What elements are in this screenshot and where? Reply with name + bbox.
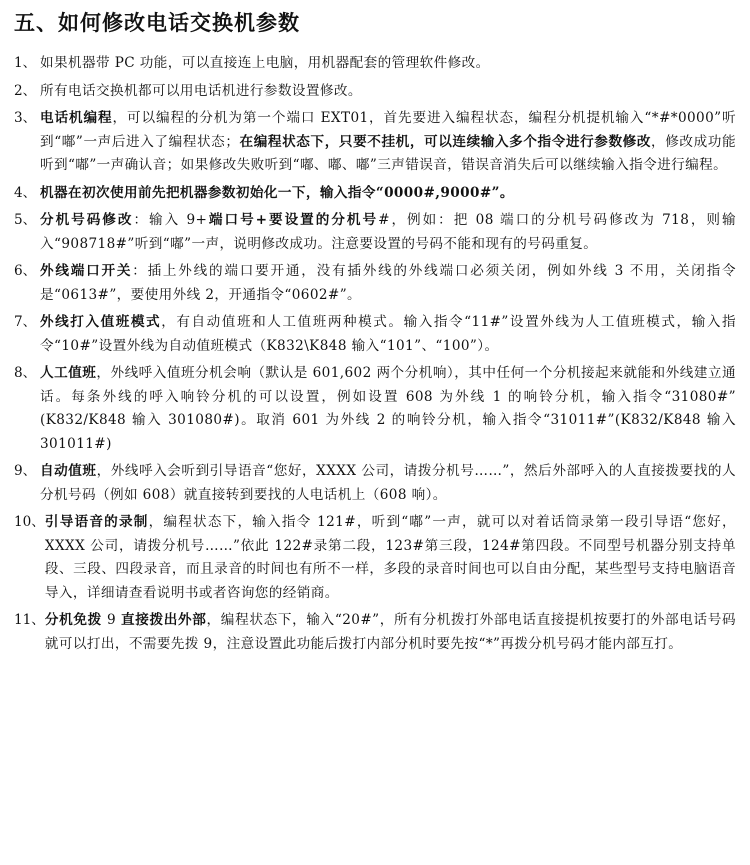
item-number: 1、 — [14, 55, 37, 71]
item-text — [45, 609, 736, 656]
text-run: ：插上外线的端口要开通，没有插外线的外线端口必须关闭，例如外线 3 不用，关闭指令是“0613#”，要使用外线 2，开通指令“0602#”。 — [40, 263, 736, 303]
item-text — [40, 182, 736, 206]
item-text — [45, 511, 736, 605]
bold-text: 人工值班 — [40, 365, 97, 381]
list-item — [14, 362, 736, 456]
item-text — [40, 107, 736, 178]
text-run: ，外线呼入会听到引导语音“您好，XXXX 公司，请拨分机号……”，然后外部呼入的人直接拨要找的人分机号码（例如 608）就直接转到要找的人电话机上（608 响）。 — [40, 463, 736, 503]
item-number: 7、 — [14, 314, 37, 330]
bold-text: 直接拨出外部 — [120, 612, 207, 628]
item-text — [40, 311, 736, 358]
item-text — [40, 460, 736, 507]
bold-text: 机器在初次使用前先把机器参数初始化一下，输入指令“0000#,9000#”。 — [40, 184, 514, 201]
item-number: 9、 — [14, 463, 37, 479]
text-run: 9 — [101, 612, 121, 628]
item-number: 11、 — [14, 612, 45, 628]
bold-text: 在编程状态下，只要不挂机，可以连续输入多个指令进行参数修改 — [239, 133, 652, 150]
list-item — [14, 609, 736, 656]
instruction-list — [14, 52, 736, 656]
section-title: 五、如何修改电话交换机参数 — [14, 11, 300, 35]
bold-text: 自动值班 — [40, 463, 97, 479]
item-text — [40, 52, 736, 76]
text-run: ：输入 9+ — [133, 212, 208, 228]
text-run: 如果机器带 PC 功能，可以直接连上电脑，用机器配套的管理软件修改。 — [40, 55, 490, 71]
item-number: 4、 — [14, 184, 37, 201]
bold-text: 电话机编程 — [40, 110, 113, 126]
text-run: 所有电话交换机都可以用电话机进行参数设置修改。 — [40, 82, 362, 99]
bold-text: 分机免拨 — [44, 612, 102, 628]
list-item — [14, 260, 736, 307]
item-text — [40, 260, 736, 307]
list-item — [14, 311, 736, 358]
bold-text: 分机号码修改 — [40, 212, 134, 228]
text-run: ，有自动值班和人工值班两种模式。输入指令“11#”设置外线为人工值班模式，输入指令“10#”设置外线为自动值班模式（K832\K848 输入“101”、“100”）。 — [40, 314, 736, 354]
text-run: #，例如：把 08 端口的分机号码修改为 718，则输入“908718#”听到“嘟”一声，说明修改成功。注意要设置的号码不能和现有的号码重复。 — [40, 212, 736, 252]
text-run: ，外线呼入值班分机会响（默认是 601,602 两个分机响），其中任何一个分机接起来就能和外线建立通话。每条外线的呼入响铃分机的可以设置，例如设置 608 为外线 1 的响铃分机，输入指令“31080#” (K832/K848 输入 301080#)。取消 601 为外线 2 的响铃分机，输入指令“31011#”(K832/K848 输入 301011#) — [40, 365, 736, 452]
list-item — [14, 52, 736, 76]
list-item — [14, 511, 736, 605]
item-text — [40, 362, 736, 456]
bold-text: 外线端口开关 — [40, 263, 133, 279]
list-item — [14, 182, 736, 206]
list-item — [14, 107, 736, 178]
text-run: ，修改成功能听到“嘟”一声确认音；如果修改失败听到“嘟、嘟、嘟”三声错误音，错误音消失后可以继续输入指令进行编程。 — [40, 133, 736, 173]
text-run: ，编程状态下，输入“20#”，所有分机拨打外部电话直接提机按要打的外部电话号码就可以打出，不需要先拨 9，注意设置此功能后拨打内部分机时要先按“*”再拨分机号码才能内部互打。 — [44, 612, 736, 652]
item-number: 8、 — [14, 365, 37, 381]
item-number: 10、 — [14, 514, 45, 530]
bold-text: 外线打入值班模式 — [40, 314, 162, 330]
item-number: 6、 — [14, 263, 37, 279]
item-number: 3、 — [14, 110, 37, 126]
list-item — [14, 80, 736, 104]
text-run: ，编程状态下，输入指令 121#，听到“嘟”一声，就可以对着话筒录第一段引导语“您好，XXXX 公司，请拨分机号……”依此 122#录第二段，123#第三段，124#第四段。不同型号机器分别支持单段、三段、四段录音，而且录音的时间也有所不一样，多段的录音时间也可以自由分配，某些型号支持电脑语音导入，详细请查看说明书或者咨询您的经销商。 — [44, 514, 736, 601]
list-item — [14, 209, 736, 256]
item-text — [40, 80, 736, 104]
bold-text: 端口号+要设置的分机号 — [207, 212, 379, 228]
list-item — [14, 460, 736, 507]
item-number: 2、 — [14, 82, 37, 99]
item-text — [40, 209, 736, 256]
bold-text: 引导语音的录制 — [44, 514, 149, 530]
text-run: ，可以编程的分机为第一个端口 EXT01，首先要进入编程状态，编程分机提机输入“*#*0000”听到“嘟”一声后进入了编程状态； — [40, 110, 736, 150]
item-number: 5、 — [14, 212, 37, 228]
